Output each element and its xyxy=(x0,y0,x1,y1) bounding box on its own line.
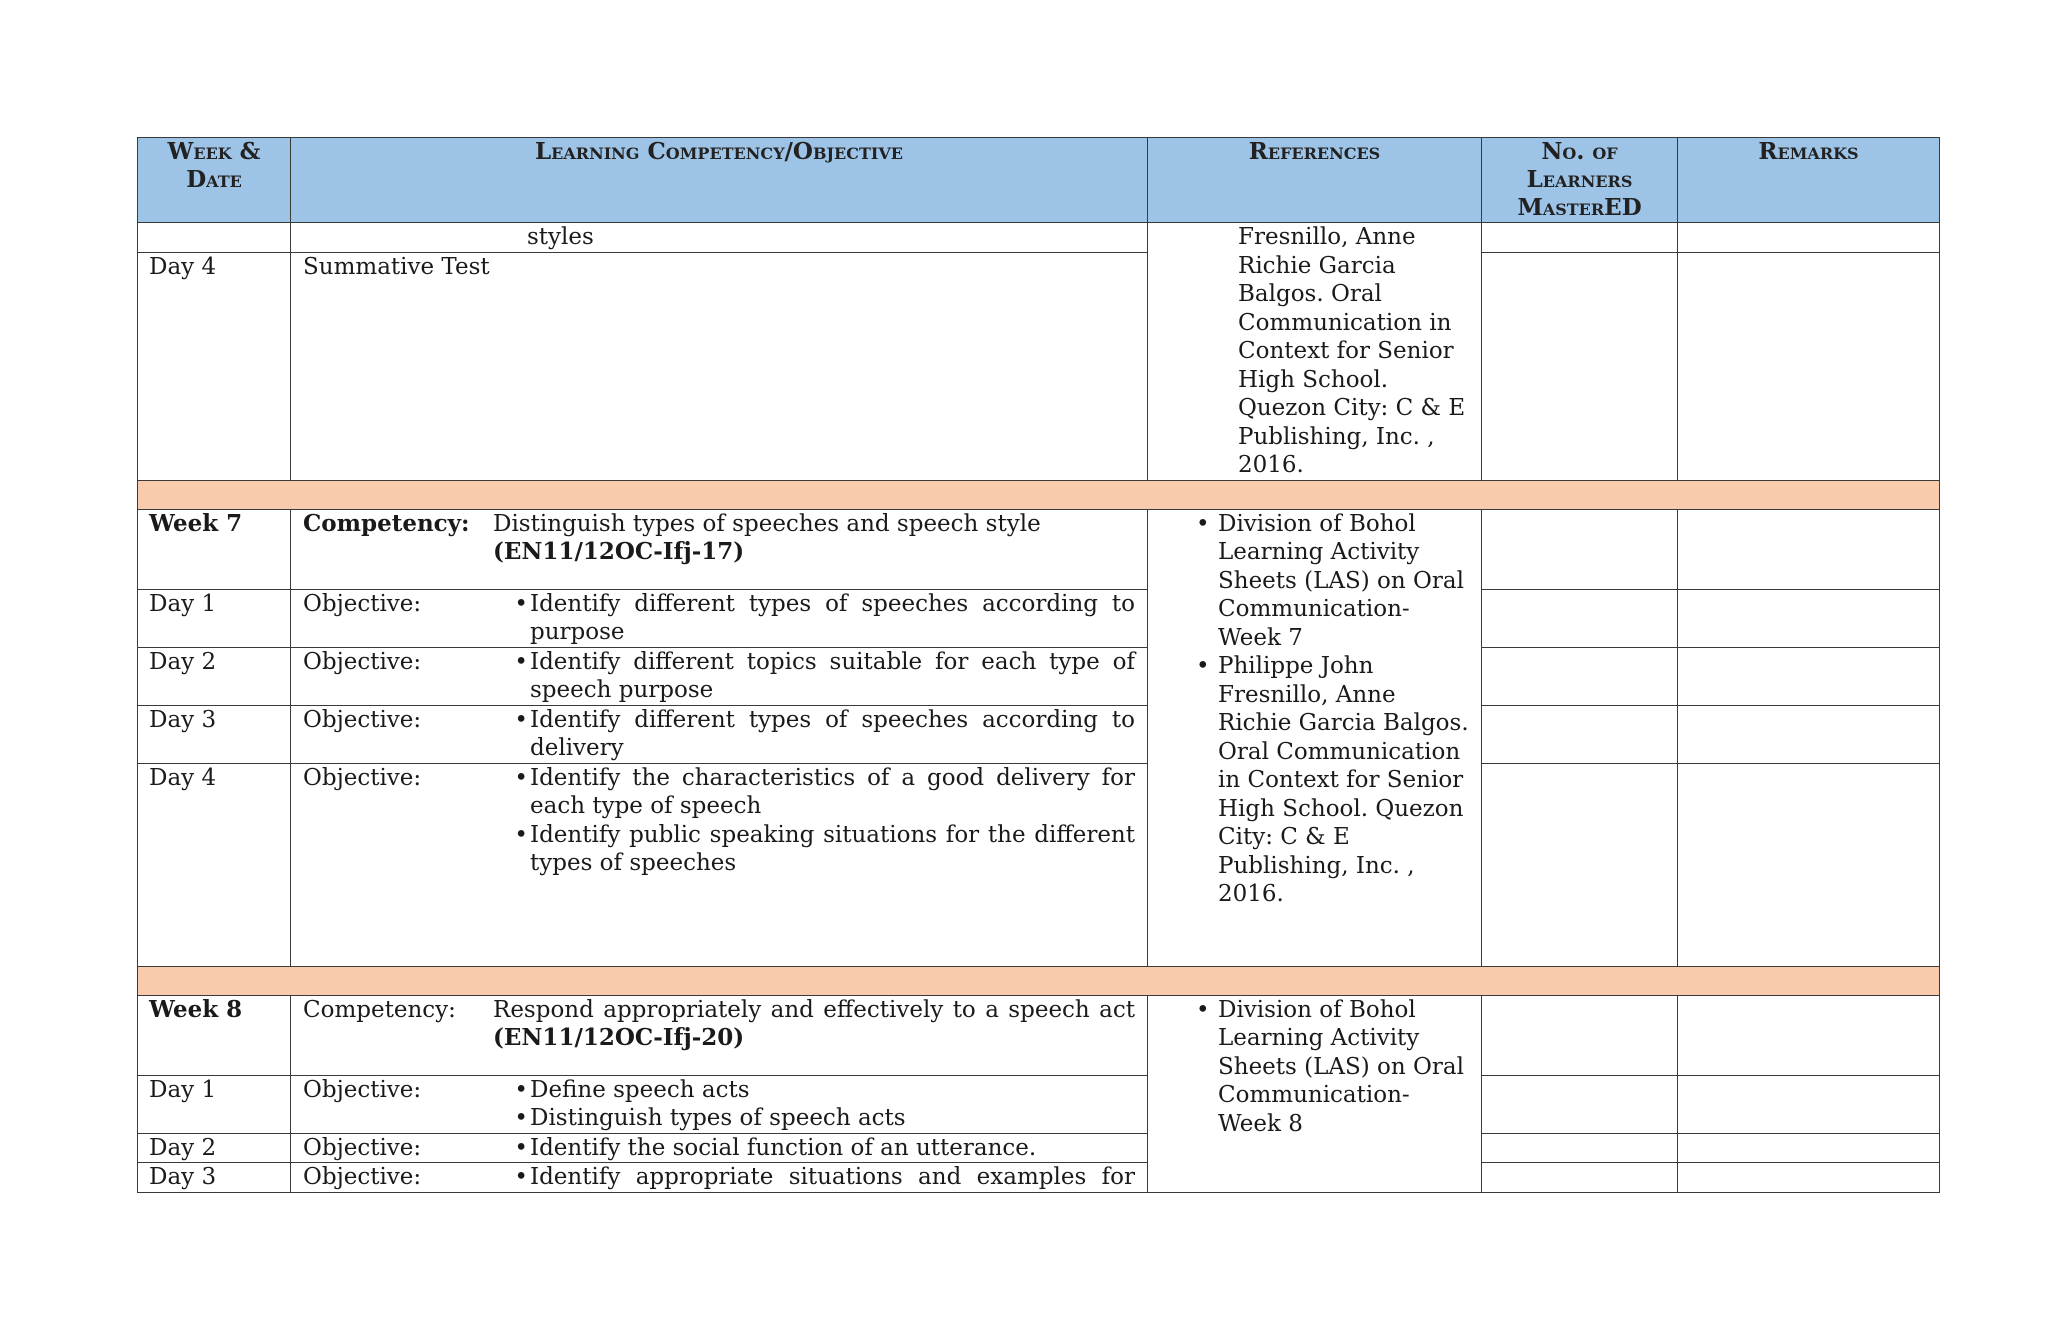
remarks-cell xyxy=(1678,509,1940,589)
learners-cell xyxy=(1482,647,1678,705)
competency-cell xyxy=(291,995,1148,1075)
header-learners: No. of Learners MasterED xyxy=(1482,138,1678,223)
table-row xyxy=(138,1163,1940,1193)
learners-cell xyxy=(1482,763,1678,966)
continued-text: styles xyxy=(527,224,594,250)
objective-bullet: • Identify appropriate situations and examples for xyxy=(493,1163,1135,1192)
reference-line: Communication in xyxy=(1238,309,1452,336)
objective-bullet: • Identify different topics suitable for each type of speech purpose xyxy=(493,648,1135,705)
table-row xyxy=(138,763,1940,966)
bullet-icon: • xyxy=(514,1105,528,1131)
remarks-cell xyxy=(1678,223,1940,253)
remarks-cell xyxy=(1678,705,1940,763)
table-row xyxy=(138,647,1940,705)
objective-cell xyxy=(291,252,1148,480)
bullet-icon: • xyxy=(1196,996,1210,1023)
learners-cell xyxy=(1482,705,1678,763)
competency-label: Competency: xyxy=(303,509,470,537)
objective-cell xyxy=(291,1163,1148,1193)
remarks-cell xyxy=(1678,995,1940,1075)
reference-line: Richie Garcia xyxy=(1238,252,1396,279)
objective-cell xyxy=(291,1133,1148,1163)
remarks-cell xyxy=(1678,1075,1940,1133)
objective-cell xyxy=(291,1075,1148,1133)
objective-bullet: • Define speech acts xyxy=(493,1076,1135,1105)
table-row xyxy=(138,1075,1940,1133)
competency-code: (EN11/12OC-Ifj-20) xyxy=(493,1024,745,1051)
bullet-icon: • xyxy=(514,648,528,675)
bullet-icon: • xyxy=(514,1076,528,1103)
bullet-icon: • xyxy=(1196,653,1210,679)
objective-label: Objective: xyxy=(303,648,422,675)
header-competency: Learning Competency/Objective xyxy=(291,138,1148,223)
day-label: Day 2 xyxy=(138,1133,291,1163)
week-separator xyxy=(138,966,1940,995)
objective-cell xyxy=(291,589,1148,647)
objective-cell xyxy=(291,223,1148,253)
competency-text: Respond appropriately and effectively to a speech act xyxy=(493,996,1135,1023)
objective-bullet: • Identify different types of speeches according to delivery xyxy=(493,706,1135,763)
objective-bullet: • Identify different types of speeches according to purpose xyxy=(493,590,1135,647)
remarks-cell xyxy=(1678,763,1940,966)
objective-label: Objective: xyxy=(303,706,422,733)
references-cell xyxy=(1148,223,1482,481)
table-row xyxy=(138,705,1940,763)
reference-line: 2016. xyxy=(1238,452,1304,478)
table-row xyxy=(138,1133,1940,1163)
objective-bullet: • Distinguish types of speech acts xyxy=(493,1104,1135,1133)
learners-cell xyxy=(1482,223,1678,253)
references-cell xyxy=(1148,995,1482,1192)
lesson-plan-table xyxy=(137,137,1940,1193)
objective-bullet: • Identify public speaking situations for the different types of speeches xyxy=(493,821,1135,878)
reference-line: High School. xyxy=(1238,366,1389,393)
table-row xyxy=(138,252,1940,480)
reference-item: • Philippe John Fresnillo, Anne Richie Garcia Balgos. Oral Communication in Context for Senior High School. Quezon City: C & E Publishing, Inc. , 2016. xyxy=(1160,652,1471,909)
bullet-icon: • xyxy=(514,1164,528,1190)
bullet-icon: • xyxy=(514,821,528,848)
day-label: Day 4 xyxy=(138,252,291,480)
objective-label: Objective: xyxy=(303,1164,422,1190)
table-row xyxy=(138,589,1940,647)
objective-label: Objective: xyxy=(303,590,422,617)
week-label: Week 7 xyxy=(149,509,243,537)
learners-cell xyxy=(1482,995,1678,1075)
bullet-icon: • xyxy=(514,1134,528,1161)
day-label: Day 2 xyxy=(138,647,291,705)
objective-bullet: • Identify the characteristics of a good delivery for each type of speech xyxy=(493,764,1135,821)
header-remarks: Remarks xyxy=(1678,138,1940,223)
reference-line: Context for Senior xyxy=(1238,338,1454,364)
competency-label: Competency: xyxy=(303,996,456,1023)
remarks-cell xyxy=(1678,1163,1940,1193)
competency-text: Distinguish types of speeches and speech style xyxy=(493,510,1041,537)
objective-label: Objective: xyxy=(303,1076,422,1103)
bullet-icon: • xyxy=(514,706,528,733)
table-row xyxy=(138,223,1940,253)
objective-bullet: • Identify the social function of an utterance. xyxy=(493,1134,1135,1163)
competency-code: (EN11/12OC-Ifj-17) xyxy=(493,538,745,565)
reference-line: Quezon City: C & E xyxy=(1238,395,1466,421)
day-label: Day 1 xyxy=(138,1075,291,1133)
competency-cell xyxy=(291,509,1148,589)
reference-line: Publishing, Inc. , xyxy=(1238,423,1435,450)
table-row xyxy=(138,995,1940,1075)
learners-cell xyxy=(1482,509,1678,589)
remarks-cell xyxy=(1678,252,1940,480)
bullet-icon: • xyxy=(514,590,528,617)
header-references: References xyxy=(1148,138,1482,223)
day-label: Day 4 xyxy=(138,763,291,966)
reference-text xyxy=(1238,223,1471,480)
summative-test-text: Summative Test xyxy=(303,253,490,280)
remarks-cell xyxy=(1678,1133,1940,1163)
reference-line: Balgos. Oral xyxy=(1238,281,1382,307)
reference-line: Fresnillo, Anne xyxy=(1238,224,1416,250)
references-cell xyxy=(1148,509,1482,966)
reference-item: • Division of Bohol Learning Activity Sheets (LAS) on Oral Communication-Week 7 xyxy=(1160,510,1471,653)
week-label: Week 8 xyxy=(149,995,243,1023)
learners-cell xyxy=(1482,252,1678,480)
week-cell xyxy=(138,223,291,253)
day-label: Day 1 xyxy=(138,589,291,647)
objective-label: Objective: xyxy=(303,764,422,791)
remarks-cell xyxy=(1678,589,1940,647)
bullet-icon: • xyxy=(514,764,528,791)
header-row xyxy=(138,138,1940,223)
remarks-cell xyxy=(1678,647,1940,705)
day-label: Day 3 xyxy=(138,1163,291,1193)
learners-cell xyxy=(1482,1163,1678,1193)
objective-cell xyxy=(291,763,1148,966)
table-row xyxy=(138,509,1940,589)
week-separator xyxy=(138,480,1940,509)
learners-cell xyxy=(1482,1133,1678,1163)
reference-item: • Division of Bohol Learning Activity Sheets (LAS) on Oral Communication-Week 8 xyxy=(1160,996,1471,1139)
learners-cell xyxy=(1482,589,1678,647)
objective-cell xyxy=(291,647,1148,705)
header-week-date: Week & Date xyxy=(138,138,291,223)
day-label: Day 3 xyxy=(138,705,291,763)
objective-label: Objective: xyxy=(303,1134,422,1161)
bullet-icon: • xyxy=(1196,510,1210,537)
objective-cell xyxy=(291,705,1148,763)
learners-cell xyxy=(1482,1075,1678,1133)
